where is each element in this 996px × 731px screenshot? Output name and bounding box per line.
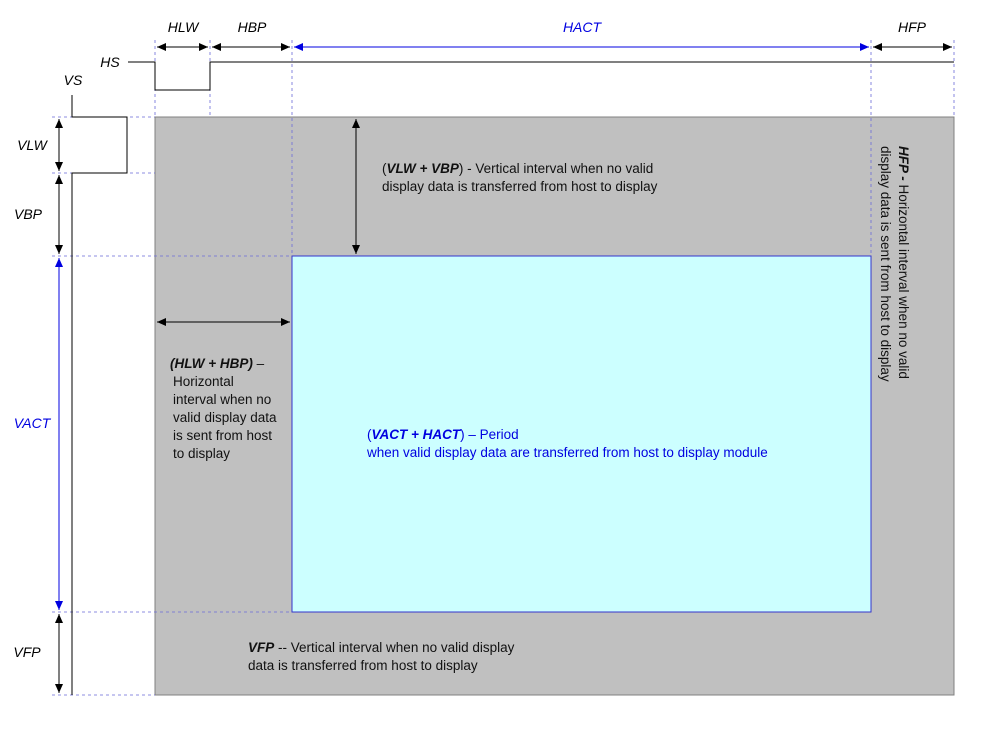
hlw-hbp-annotation: (HLW + HBP) – Horizontal interval when no valid display data is sent from host to display: [170, 356, 277, 461]
vact-label: VACT: [13, 415, 51, 431]
vs-waveform: [72, 95, 127, 695]
hfp-annotation: HFP - Horizontal interval when no valid display data is sent from host to display: [878, 146, 911, 382]
hs-label: HS: [100, 54, 120, 70]
vact-hact-annotation: (VACT + HACT) – Period when valid display data are transferred from host to display module: [367, 427, 768, 460]
hlw-hbp-term: (HLW + HBP): [170, 356, 253, 371]
vfp-label: VFP: [13, 644, 41, 660]
vfp-annotation: VFP -- Vertical interval when no valid display data is transferred from host to display: [248, 640, 515, 673]
vlw-vbp-term: VLW + VBP: [386, 161, 459, 176]
hbp-label: HBP: [237, 19, 267, 35]
hact-label: HACT: [562, 19, 602, 35]
vfp-term: VFP: [248, 640, 275, 655]
vlw-label: VLW: [17, 137, 47, 153]
vlw-vbp-annotation: (VLW + VBP) - Vertical interval when no valid display data is transferred from host to display: [382, 161, 658, 194]
vact-hact-term: VACT + HACT: [371, 427, 461, 442]
hlw-label: HLW: [167, 19, 199, 35]
hs-waveform: [128, 62, 954, 90]
hfp-label: HFP: [898, 19, 926, 35]
vs-label: VS: [63, 72, 83, 88]
hfp-term: HFP -: [896, 146, 911, 181]
vbp-label: VBP: [13, 206, 43, 222]
